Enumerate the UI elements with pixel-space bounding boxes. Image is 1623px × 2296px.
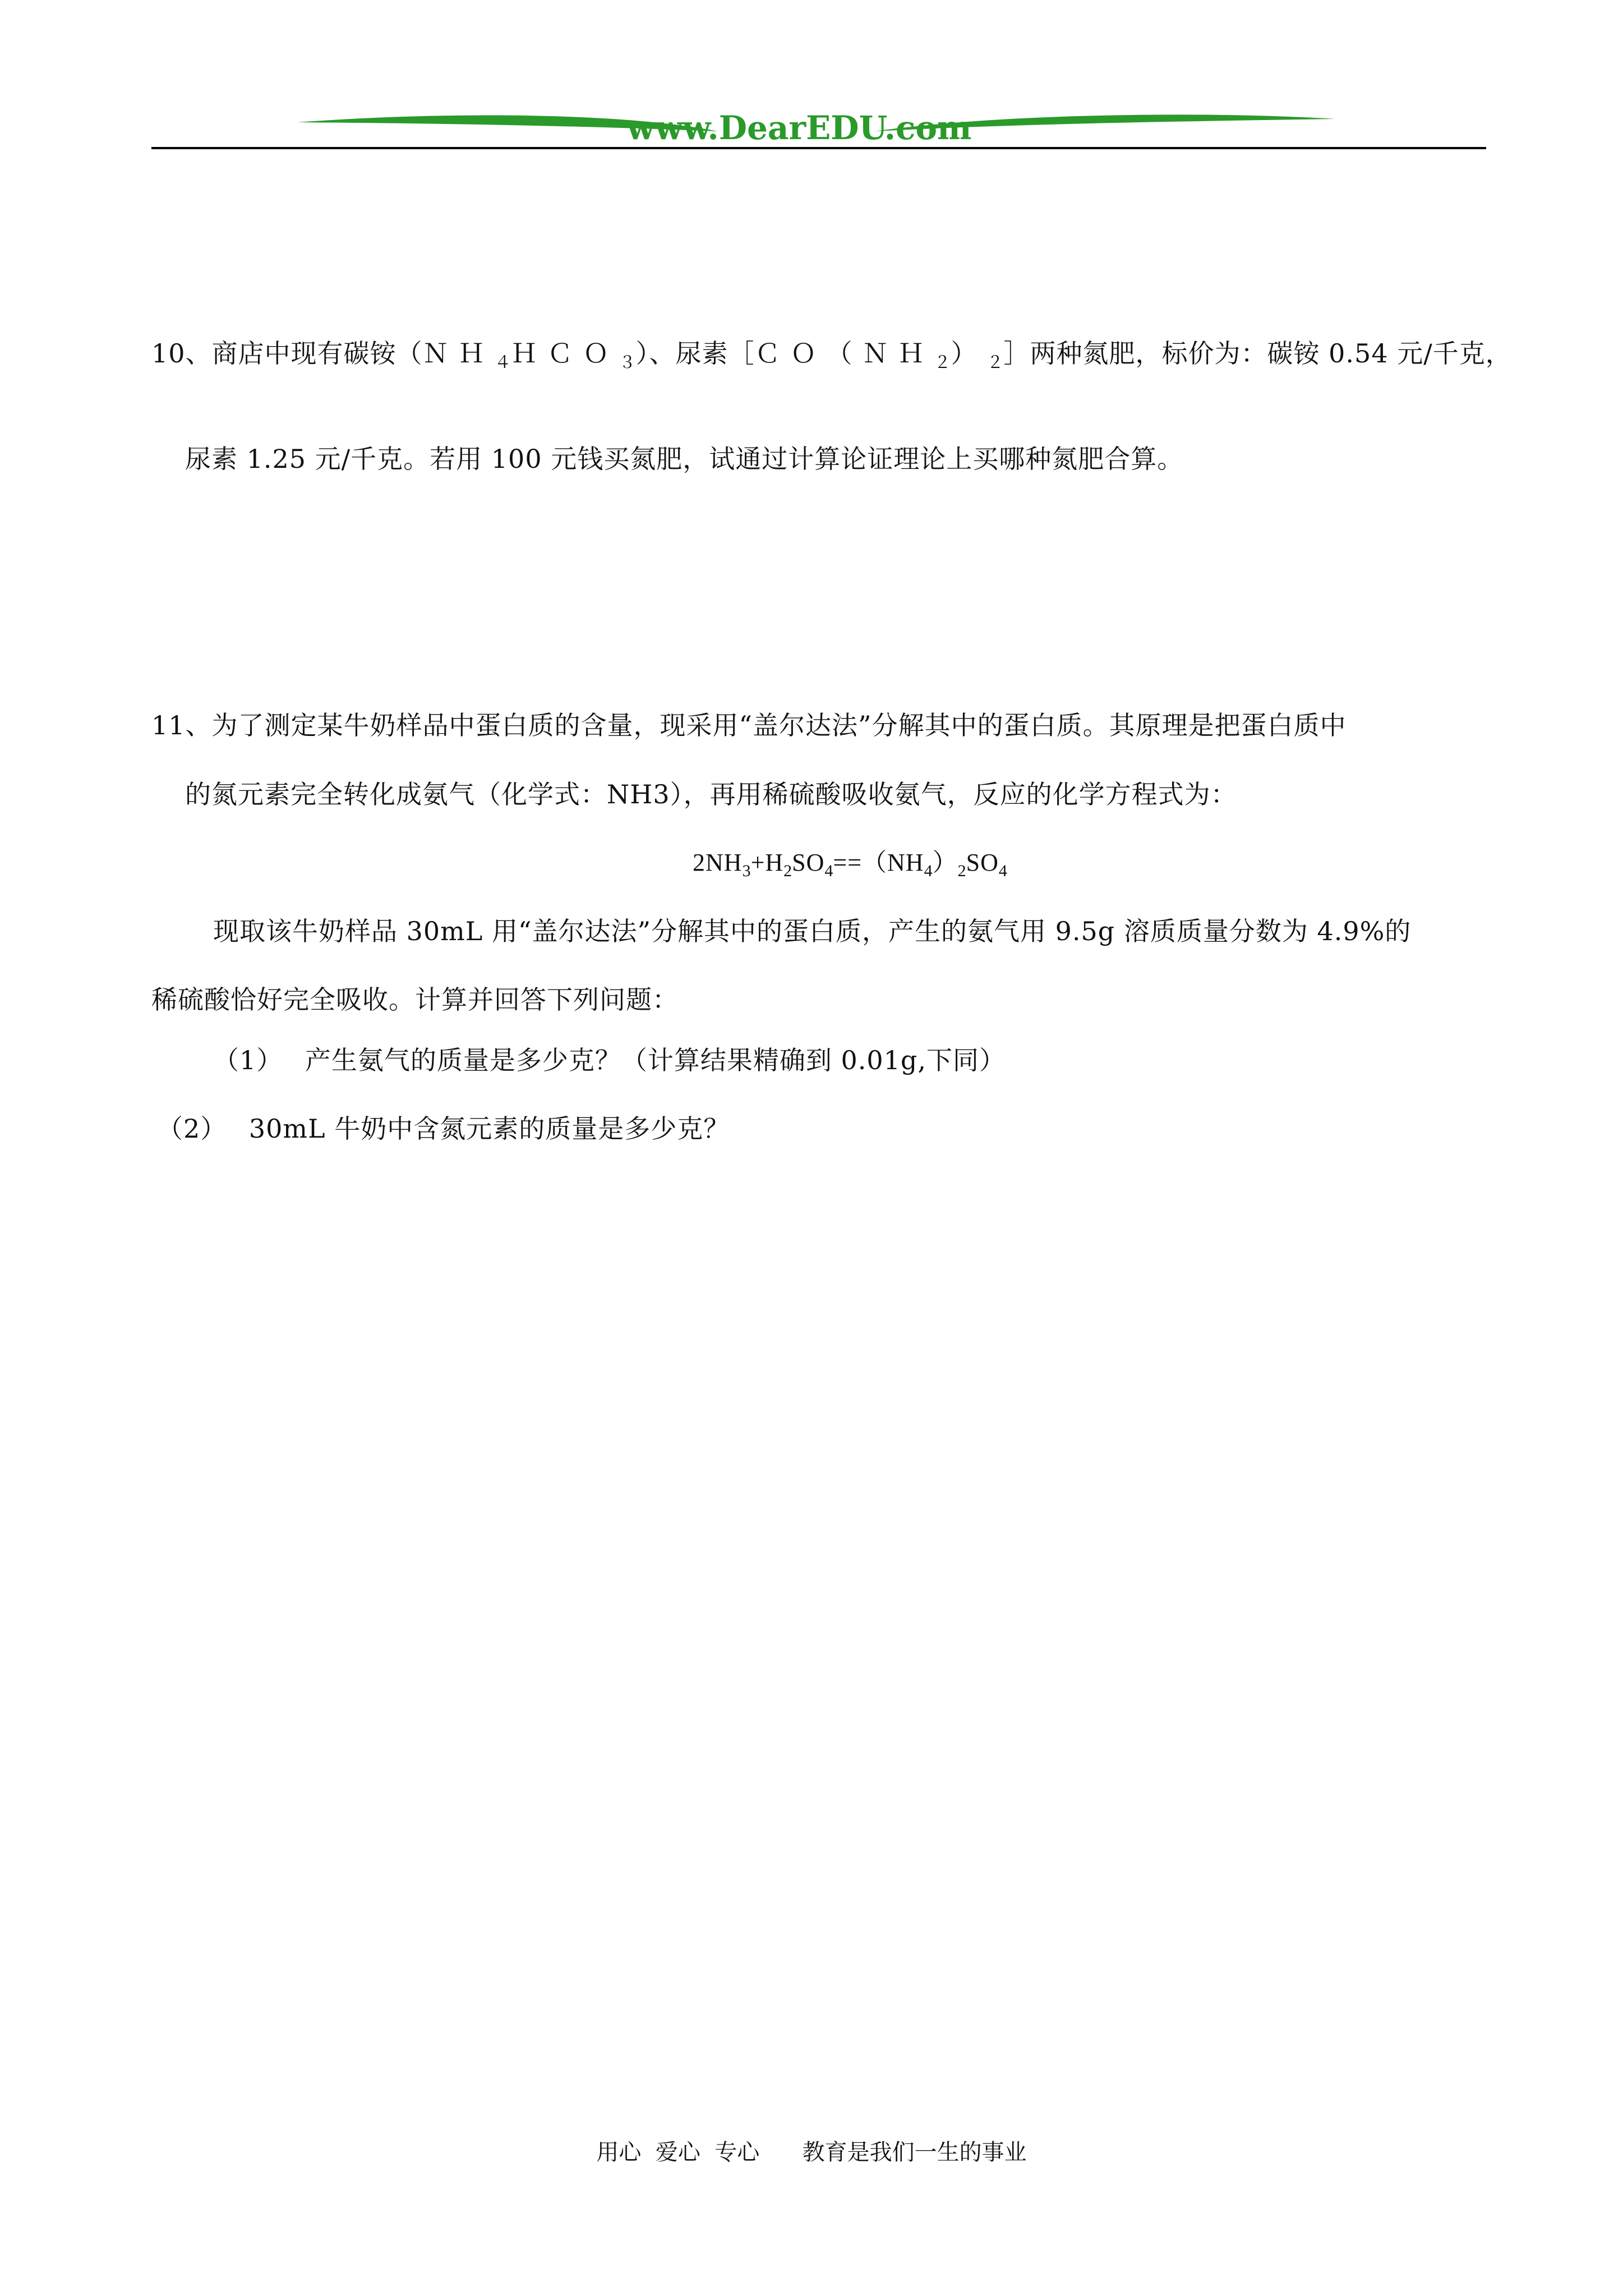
formula-urea: $CO(NH_2)_2$ [754, 338, 1004, 372]
formula-nh4hco3: ＮＨ$_4$ＨＣＯ$_3$ [422, 338, 636, 372]
q11-subquestion-1: （1） 产生氨气的质量是多少克？（计算结果精确到 0.01g,下同） [213, 1045, 1006, 1075]
q10-line-2: 尿素 1.25 元/千克。若用 100 元钱买氮肥，试通过计算论证理论上买哪种氮肥合算。 [185, 444, 1184, 474]
chemical-equation: $2NH_3+H_2SO_4==(NH_4)_2SO_4$ [693, 849, 1007, 880]
q11-line-2: 的氮元素完全转化成氨气（化学式：NH3），再用稀硫酸吸收氨气，反应的化学方程式为： [185, 779, 1237, 809]
site-header-banner [151, 107, 1486, 151]
header-banner-graphic [151, 107, 1486, 151]
q10-end: ］两种氮肥，标价为：碳铵 0.54 元/千克， [1003, 338, 1512, 369]
header-divider [151, 147, 1486, 149]
page-footer: 用心 爱心 专心 教育是我们一生的事业 [596, 2139, 1027, 2165]
q11-subquestion-2: （2） 30mL 牛奶中含氮元素的质量是多少克？ [157, 1114, 730, 1144]
site-url: www.DearEDU.com [626, 109, 972, 147]
q11-line-1: 11、为了测定某牛奶样品中蛋白质的含量，现采用“盖尔达法”分解其中的蛋白质。其原理是把蛋白质中 [151, 710, 1347, 740]
q10-mid: ）、尿素［ [635, 338, 755, 369]
q11-line-4: 稀硫酸恰好完全吸收。计算并回答下列问题： [151, 984, 679, 1015]
q10-line-1 [151, 337, 1512, 370]
q11-line-3: 现取该牛奶样品 30mL 用“盖尔达法”分解其中的蛋白质，产生的氨气用 9.5g 溶质质量分数为 4.9%的 [213, 916, 1412, 946]
q10-prefix: 10、商店中现有碳铵（ [151, 338, 423, 369]
